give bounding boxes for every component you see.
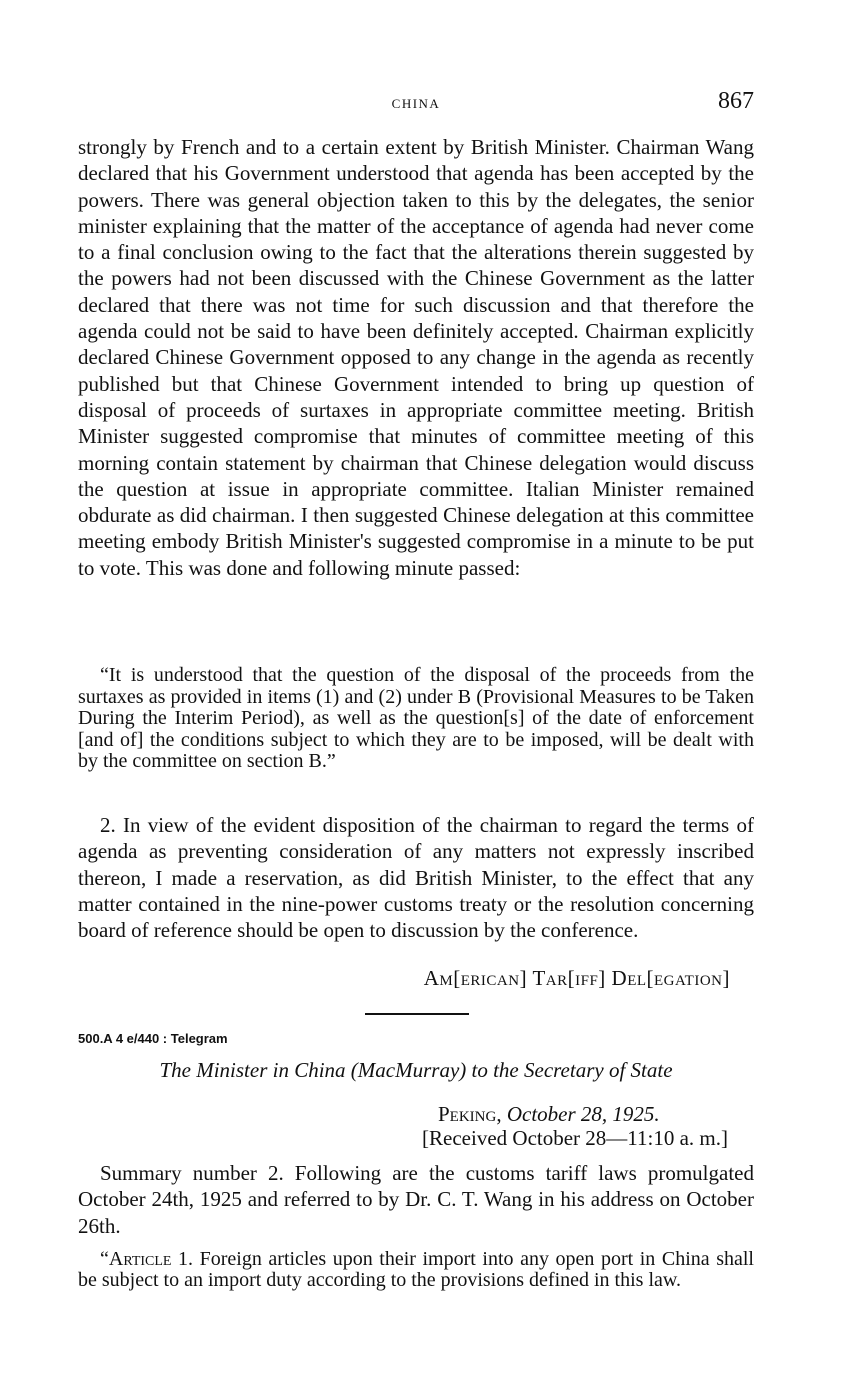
section-divider <box>365 1013 469 1015</box>
dateline-place: Peking, <box>438 1102 502 1126</box>
file-number: 500.A 4 e/440 : Telegram <box>78 1031 228 1046</box>
body-paragraph-1: strongly by French and to a certain extent by British Minister. Chairman Wang declared that his Government understood that agenda has been accepted by the powers. There was general objection taken to this by the delegates, the senior minister explaining that the matter of the acceptance of agenda had never come to a final conclusion owing to the fact that the alterations therein suggested by the powers had not been discussed with the Chinese Government as the latter declared that there was not time for such discussion and that therefore the agenda could not be said to have been definitely accepted. Chairman explicitly declared Chinese Government opposed to any change in the agenda as recently published but that Chinese Government intended to bring up question of disposal of proceeds of surtaxes in appropriate committee meeting. British Minister suggested compromise that minutes of committee meeting of this morning contain statement by chairman that Chinese delegation would discuss the question at issue in appropriate committee. Italian Minister remained obdurate as did chairman. I then suggested Chinese delegation at this committee meeting embody British Minister's suggested compromise in a minute to be put to vote. This was done and following minute passed: <box>78 135 754 580</box>
document-title: The Minister in China (MacMurray) to the Secretary of State <box>159 1058 673 1082</box>
dateline <box>438 1102 660 1127</box>
running-title: CHINA <box>391 96 441 111</box>
article-heading: “Article <box>100 1248 172 1270</box>
dateline-date: October 28, 1925. <box>506 1102 660 1126</box>
signature: Am[erican] Tar[iff] Del[egation] <box>423 966 730 990</box>
body-paragraph-3: Summary number 2. Following are the customs tariff laws promulgated October 24th, 1925 and referred to by Dr. C. T. Wang in his address on October 26th. <box>78 1161 754 1238</box>
article-text: 1. Foreign articles upon their import into any open port in China shall be subject to an import duty according to the provisions defined in this law. <box>78 1248 754 1291</box>
quoted-minute: “It is understood that the question of the disposal of the proceeds from the surtaxes as provided in items (1) and (2) under B (Provisional Measures to be Taken During the Interim Period), as well as the question[s] of the date of enforcement [and of] the conditions subject to which they are to be imposed, will be dealt with by the committee on section B.” <box>78 664 754 772</box>
received-note: [Received October 28—11:10 a. m.] <box>422 1126 728 1150</box>
body-paragraph-2: 2. In view of the evident disposition of the chairman to regard the terms of agenda as preventing consideration of any matters not expressly inscribed thereon, I made a reservation, as did British Minister, to the effect that any matter contained in the nine-power customs treaty or the resolution concerning board of reference should be open to discussion by the conference. <box>78 813 754 943</box>
page-number: 867 <box>718 88 754 114</box>
running-header <box>78 88 754 118</box>
article-1 <box>78 1249 754 1291</box>
